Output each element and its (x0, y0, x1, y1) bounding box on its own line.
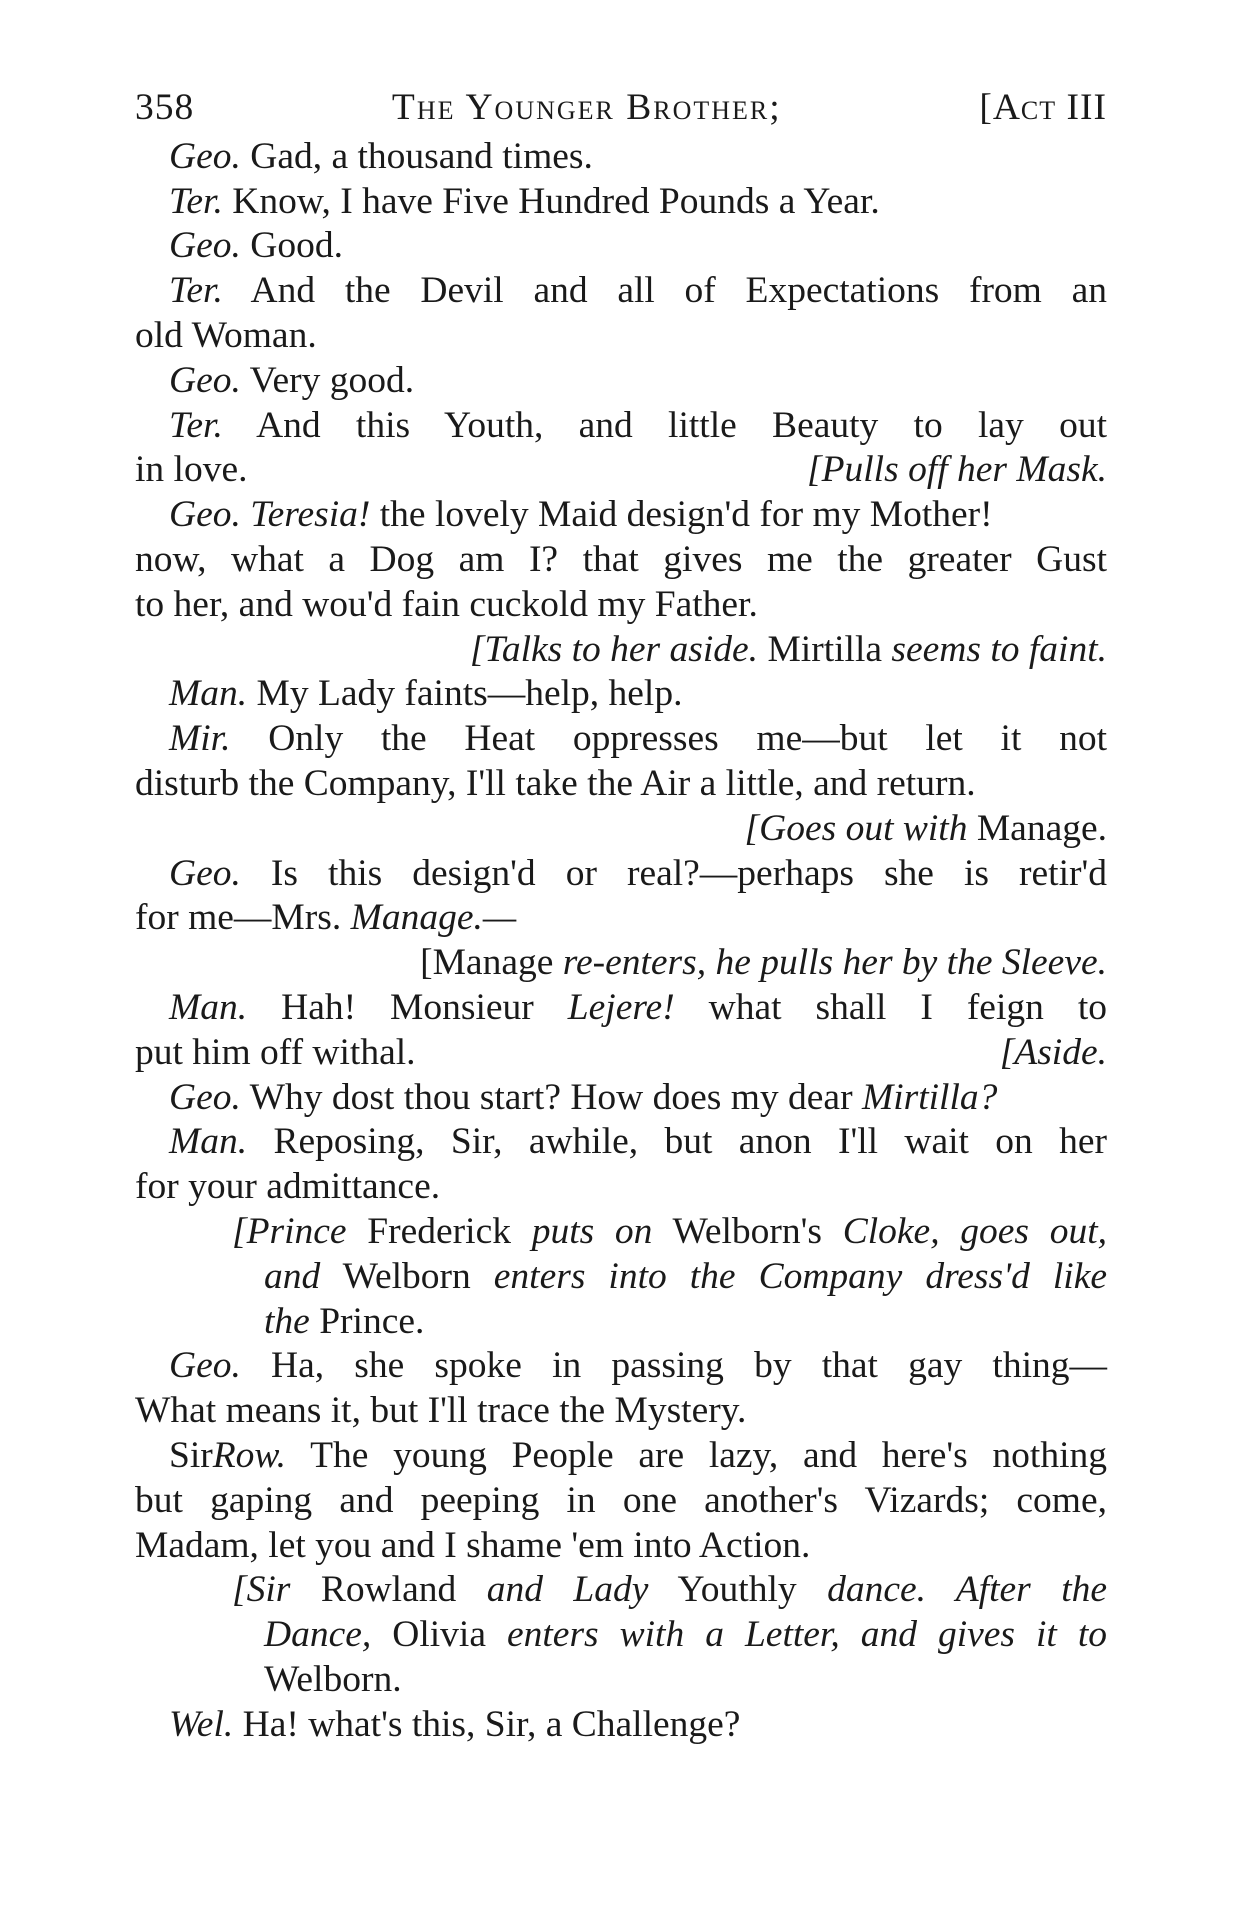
dialogue-line (135, 672, 1107, 717)
dialogue-line (135, 1120, 1107, 1165)
dialogue-line (135, 762, 1107, 807)
speech: Gad, a thousand times. (250, 135, 593, 177)
stage-direction: enters with a Letter, and gives it to (506, 1614, 1108, 1656)
stage-direction: [Prince (232, 1210, 347, 1252)
dialogue-line (135, 314, 1107, 359)
speech: what shall I feign to (708, 986, 1108, 1028)
character-name: Welborn's (672, 1210, 823, 1252)
character-name: Frederick (367, 1210, 511, 1252)
stage-direction: and Lady (486, 1569, 649, 1611)
speaker: Ter. (169, 270, 223, 312)
speech: the lovely Maid design'd for my Mother! (379, 494, 993, 536)
speaker-title: Sir (169, 1434, 213, 1476)
speaker: Man. (169, 1121, 248, 1163)
speech: What means it, but I'll trace the Mystery. (135, 1390, 747, 1432)
stage-direction: re-enters, he pulls her by the Sleeve. (562, 942, 1107, 984)
speech: Reposing, Sir, awhile, but anon I'll wait on her (273, 1121, 1108, 1163)
dialogue-line (135, 538, 1107, 583)
character-name: Prince. (319, 1300, 425, 1342)
speech: Good. (250, 225, 343, 267)
speech: Why dost thou start? How does my dear (249, 1076, 853, 1118)
character-name: Teresia! (250, 494, 371, 536)
stage-direction: enters into the Company dress'd like (493, 1255, 1107, 1297)
dialogue-line (135, 180, 1107, 225)
speaker: Geo. (169, 852, 241, 894)
speech: to her, and wou'd fain cuckold my Father. (135, 583, 758, 625)
speaker: Geo. (169, 494, 241, 536)
dialogue-line (135, 583, 1107, 628)
dialogue-line (135, 1479, 1107, 1524)
speech: Only the Heat oppresses me—but let it not (268, 718, 1108, 760)
dialogue-line (135, 1344, 1107, 1389)
speaker: Row. (212, 1434, 287, 1476)
dialogue-line (135, 493, 1107, 538)
bracket: [ (420, 942, 433, 984)
dialogue-line (135, 135, 1107, 180)
stage-direction: dance. After the (827, 1569, 1108, 1611)
stage-direction-line (135, 628, 1107, 673)
speaker: Geo. (169, 225, 241, 267)
stage-direction-line (135, 1300, 1107, 1345)
speech: Very good. (249, 359, 415, 401)
speaker: Man. (169, 673, 248, 715)
character-name: Mirtilla (767, 628, 883, 670)
stage-direction: [Goes out with (744, 807, 968, 849)
character-name: Manage.— (350, 897, 517, 939)
dialogue-line (135, 269, 1107, 314)
character-name: Welborn. (264, 1658, 402, 1700)
stage-direction: and (264, 1255, 321, 1297)
speech: now, what a Dog am I? that gives me the greater Gust (135, 538, 1107, 580)
speech: Ha! what's this, Sir, a Challenge? (242, 1703, 741, 1745)
stage-direction-line (135, 807, 1107, 852)
character-name: Youthly (677, 1569, 797, 1611)
dialogue-line (135, 896, 1107, 941)
speech: Is this design'd or real?—perhaps she is retir'd (270, 852, 1108, 894)
stage-direction-line (135, 1658, 1107, 1703)
stage-direction: [Talks to her aside. (469, 628, 759, 670)
dialogue-line (135, 359, 1107, 404)
act-label: [Act III (979, 87, 1107, 128)
speech: And the Devil and all of Expectations from an (250, 270, 1107, 312)
speech: in love. (135, 449, 248, 491)
page (135, 86, 1107, 1747)
character-name: Manage. (976, 807, 1107, 849)
dialogue-line (135, 986, 1107, 1031)
dialogue-line (135, 1076, 1107, 1121)
speech: My Lady faints—help, help. (256, 673, 683, 715)
dialogue-line (135, 1389, 1107, 1434)
stage-direction-line (135, 1255, 1107, 1300)
character-name: Rowland (320, 1569, 457, 1611)
stage-direction: Dance, (264, 1614, 372, 1656)
speech: for your admittance. (135, 1166, 441, 1208)
dialogue-line (135, 1031, 1107, 1076)
character-name: Lejere! (567, 986, 675, 1028)
character-name: Welborn (342, 1255, 471, 1297)
dialogue-line (135, 1434, 1107, 1479)
page-number: 358 (135, 87, 195, 128)
speaker: Ter. (169, 404, 223, 446)
speech: And this Youth, and little Beauty to lay out (256, 404, 1107, 446)
dialogue-line (135, 717, 1107, 762)
speaker: Geo. (169, 135, 241, 177)
speech: old Woman. (135, 314, 317, 356)
stage-direction: the (264, 1300, 310, 1342)
speaker: Wel. (169, 1703, 234, 1745)
stage-direction-line (135, 1568, 1107, 1613)
speech: Madam, let you and I shame 'em into Action. (135, 1524, 811, 1566)
speech: put him off withal. (135, 1031, 416, 1073)
dialogue-line (135, 1703, 1107, 1748)
speech: disturb the Company, I'll take the Air a little, and return. (135, 762, 976, 804)
speech: but gaping and peeping in one another's Vizards; come, (135, 1479, 1107, 1521)
speech: Ha, she spoke in passing by that gay thing— (271, 1345, 1108, 1387)
dialogue-line (135, 1165, 1107, 1210)
stage-direction-line (135, 1613, 1107, 1658)
dialogue-line (135, 852, 1107, 897)
dialogue-line (135, 1524, 1107, 1569)
speaker: Geo. (169, 359, 241, 401)
dialogue-line (135, 448, 1107, 493)
character-name: Manage (432, 942, 554, 984)
speaker: Geo. (169, 1345, 241, 1387)
character-name: Mirtilla? (861, 1076, 998, 1118)
stage-direction-line (135, 1210, 1107, 1255)
speaker: Mir. (169, 718, 231, 760)
dialogue-line (135, 404, 1107, 449)
stage-direction: [Sir (232, 1569, 291, 1611)
stage-direction: seems to faint. (891, 628, 1107, 670)
speaker: Ter. (169, 180, 223, 222)
running-title: The Younger Brother; (391, 87, 782, 128)
stage-direction: [Aside. (999, 1031, 1107, 1073)
speech: for me—Mrs. (135, 897, 342, 939)
speaker: Man. (169, 986, 248, 1028)
speaker: Geo. (169, 1076, 241, 1118)
stage-direction: puts on (531, 1210, 653, 1252)
character-name: Olivia (392, 1614, 486, 1656)
stage-direction-line (135, 941, 1107, 986)
running-header (135, 86, 1107, 131)
speech: Know, I have Five Hundred Pounds a Year. (232, 180, 880, 222)
speech: Hah! Monsieur (281, 986, 534, 1028)
speech: The young People are lazy, and here's nothing (310, 1434, 1107, 1476)
stage-direction: [Pulls off her Mask. (807, 449, 1107, 491)
stage-direction: Cloke, goes out, (842, 1210, 1108, 1252)
dialogue-line (135, 224, 1107, 269)
